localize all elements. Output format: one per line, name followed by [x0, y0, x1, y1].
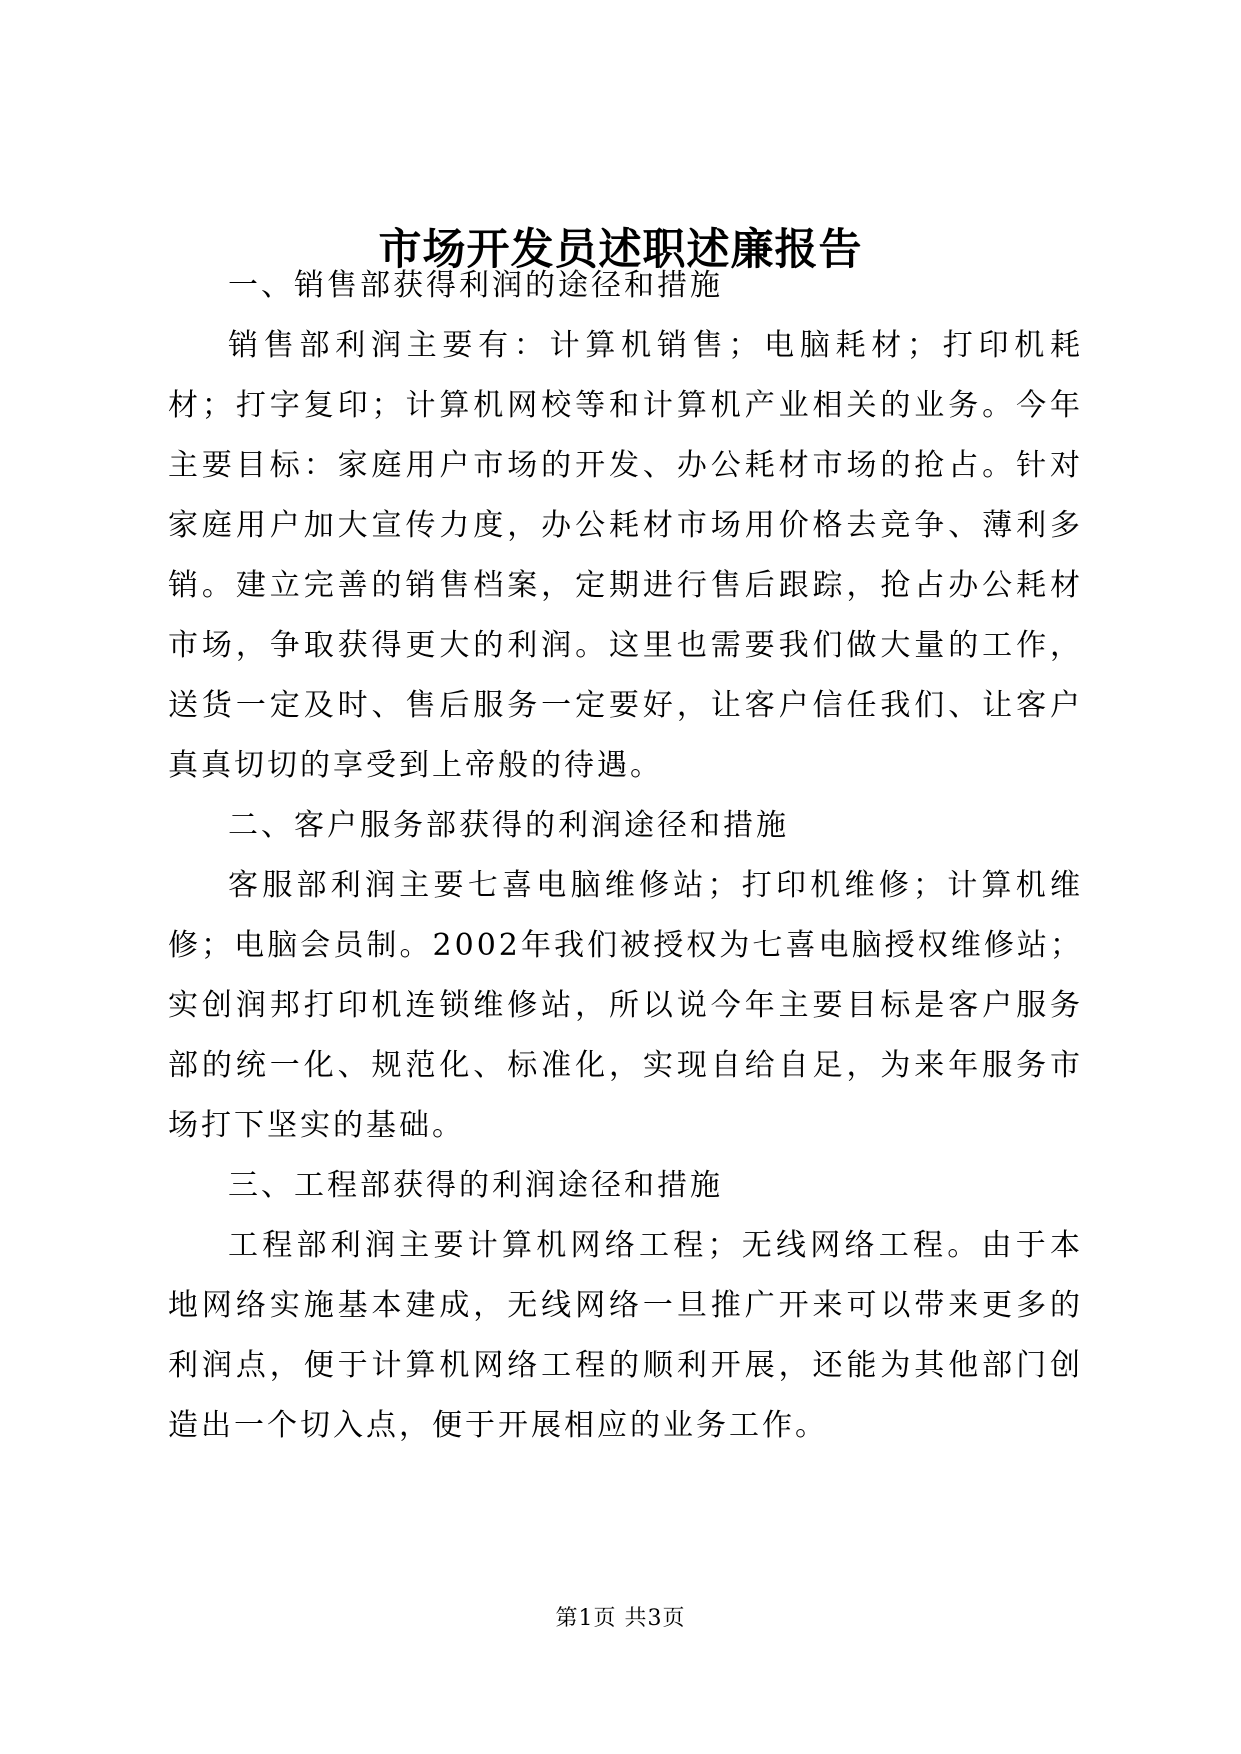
section-heading-3: 三、工程部获得的利润途径和措施	[228, 1168, 723, 1203]
section-paragraph-1: 销售部利润主要有：计算机销售；电脑耗材；打印机耗材；打字复印；计算机网校等和计算机产业相关的业务。今年主要目标：家庭用户市场的开发、办公耗材市场的抢占。针对家庭用户加大宣传力度，办公耗材市场用价格去竞争、薄利多销。建立完善的销售档案，定期进行售后跟踪，抢占办公耗材市场，争取获得更大的利润。这里也需要我们做大量的工作，送货一定及时、售后服务一定要好，让客户信任我们、让客户真真切切的享受到上帝般的待遇。	[168, 328, 1083, 783]
document-body	[168, 256, 1083, 1456]
section-paragraph-3: 工程部利润主要计算机网络工程；无线网络工程。由于本地网络实施基本建成，无线网络一旦推广开来可以带来更多的利润点，便于计算机网络工程的顺利开展，还能为其他部门创造出一个切入点，便于开展相应的业务工作。	[168, 1228, 1083, 1443]
section-paragraph-2: 客服部利润主要七喜电脑维修站；打印机维修；计算机维修；电脑会员制。2002年我们被授权为七喜电脑授权维修站；实创润邦打印机连锁维修站，所以说今年主要目标是客户服务部的统一化、规范化、标准化，实现自给自足，为来年服务市场打下坚实的基础。	[168, 868, 1083, 1143]
document-title: 市场开发员述职述廉报告	[378, 225, 863, 275]
page-footer: 第1页 共3页	[555, 1606, 686, 1631]
section-heading-1: 一、销售部获得利润的途径和措施	[228, 268, 723, 303]
section-heading-2: 二、客户服务部获得的利润途径和措施	[228, 808, 789, 843]
